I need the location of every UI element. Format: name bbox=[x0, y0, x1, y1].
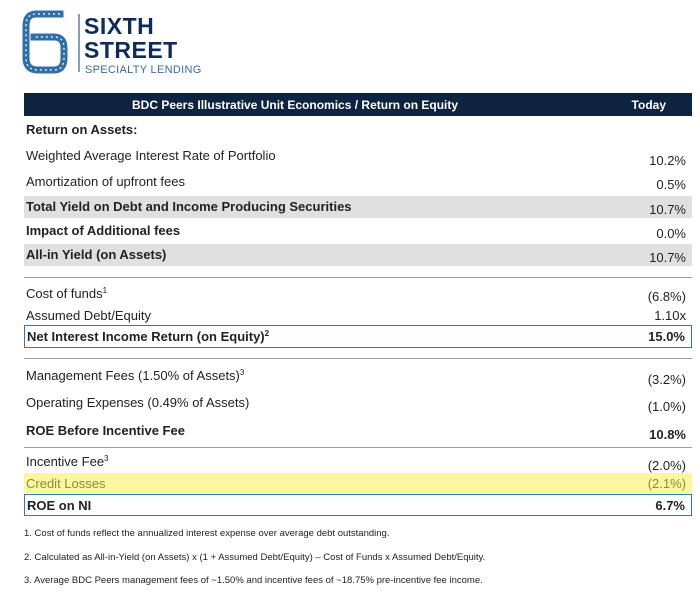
logo-text-sixth: SIXTH bbox=[84, 13, 155, 39]
footnote: 1. Cost of funds reflect the annualized interest expense over average debt outstanding. bbox=[24, 528, 390, 539]
roe-table bbox=[24, 93, 692, 513]
table-row: Assumed Debt/Equity 1.10x bbox=[26, 308, 686, 323]
table-row: All-in Yield (on Assets) 10.7% bbox=[24, 244, 692, 266]
divider bbox=[24, 358, 692, 359]
table-title: BDC Peers Illustrative Unit Economics / Return on Equity bbox=[132, 98, 459, 112]
table-row: Impact of Additional fees 0.0% bbox=[26, 223, 686, 241]
table-row: Return on Assets: bbox=[26, 122, 138, 137]
footnote: 3. Average BDC Peers management fees of ~1.50% and incentive fees of ~18.75% pre-incentive fee income. bbox=[24, 575, 483, 586]
table-row: Weighted Average Interest Rate of Portfolio 10.2% bbox=[26, 148, 686, 168]
table-row-total-roe: ROE on NI 6.7% bbox=[24, 494, 692, 516]
table-row-highlighted-credit-losses: Credit Losses (2.1%) bbox=[24, 473, 692, 493]
table-row: Amortization of upfront fees 0.5% bbox=[26, 174, 686, 192]
divider bbox=[24, 447, 692, 448]
logo-text-street: STREET bbox=[84, 37, 178, 63]
table-row: Cost of funds$^1$ (6.8%) bbox=[26, 286, 686, 304]
sixth-street-logo bbox=[20, 10, 240, 82]
logo-divider bbox=[78, 14, 80, 72]
table-row: ROE Before Incentive Fee 10.8% bbox=[26, 423, 686, 442]
table-row: Incentive Fee$^3$ (2.0%) bbox=[26, 454, 686, 473]
table-row: Management Fees (1.50% of Assets)$^3$ (3.2%) bbox=[26, 368, 686, 387]
logo-text-specialty-lending: SPECIALTY LENDING bbox=[85, 64, 202, 76]
table-header bbox=[24, 93, 692, 116]
six-logo-icon bbox=[20, 10, 70, 74]
footnote: 2. Calculated as All-in-Yield (on Assets) x (1 + Assumed Debt/Equity) – Cost of Funds x Assumed Debt/Equity. bbox=[24, 552, 486, 563]
table-row: Total Yield on Debt and Income Producing Securities 10.7% bbox=[24, 196, 692, 218]
column-header-today: Today bbox=[631, 98, 666, 112]
table-row-highlighted-net-interest: Net Interest Income Return (on Equity)$^2$ 15.0% bbox=[24, 325, 692, 348]
table-row: Operating Expenses (0.49% of Assets) (1.0%) bbox=[26, 395, 686, 414]
divider bbox=[24, 277, 692, 278]
